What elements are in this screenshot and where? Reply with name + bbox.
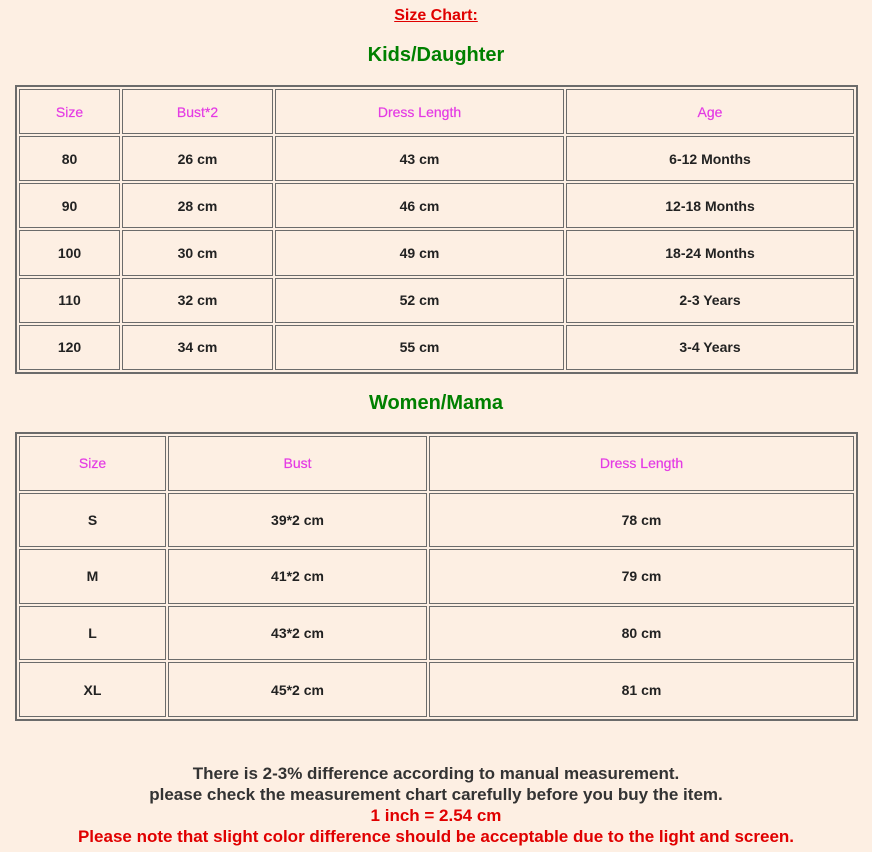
kids-section-title: Kids/Daughter: [367, 44, 505, 66]
cell-size: 80: [19, 136, 120, 181]
cell-bust: 30 cm: [122, 230, 273, 275]
cell-age: 3-4 Years: [566, 325, 854, 370]
cell-size: 100: [19, 230, 120, 275]
cell-age: 18-24 Months: [566, 230, 854, 275]
kids-size-table: [15, 85, 858, 374]
cell-bust: 34 cm: [122, 325, 273, 370]
cell-age: 6-12 Months: [566, 136, 854, 181]
table-header-row: [19, 89, 854, 134]
cell-bust: 39*2 cm: [168, 493, 427, 548]
table-row: [19, 278, 854, 323]
notes-block: [0, 763, 872, 847]
table-row: [19, 183, 854, 228]
cell-bust: 43*2 cm: [168, 606, 427, 661]
cell-dress-length: 46 cm: [275, 183, 564, 228]
cell-dress-length: 55 cm: [275, 325, 564, 370]
cell-size: 120: [19, 325, 120, 370]
women-section-title: Women/Mama: [368, 392, 504, 414]
table-row: [19, 606, 854, 661]
header-dress-length: Dress Length: [275, 89, 564, 134]
cell-dress-length: 80 cm: [429, 606, 854, 661]
table-row: [19, 325, 854, 370]
table-header-row: [19, 436, 854, 491]
size-chart-title: Size Chart:: [394, 7, 478, 24]
note-color-difference: Please note that slight color difference should be acceptable due to the light and screen.: [77, 827, 795, 846]
cell-dress-length: 81 cm: [429, 662, 854, 717]
cell-size: S: [19, 493, 166, 548]
cell-size: M: [19, 549, 166, 604]
cell-size: 110: [19, 278, 120, 323]
cell-size: XL: [19, 662, 166, 717]
cell-age: 12-18 Months: [566, 183, 854, 228]
note-measurement-difference: There is 2-3% difference according to manual measurement.: [192, 764, 680, 783]
cell-dress-length: 49 cm: [275, 230, 564, 275]
header-age: Age: [566, 89, 854, 134]
cell-dress-length: 43 cm: [275, 136, 564, 181]
cell-size: L: [19, 606, 166, 661]
header-size: Size: [19, 89, 120, 134]
cell-dress-length: 52 cm: [275, 278, 564, 323]
cell-bust: 32 cm: [122, 278, 273, 323]
header-bust: Bust: [168, 436, 427, 491]
cell-dress-length: 78 cm: [429, 493, 854, 548]
cell-bust: 28 cm: [122, 183, 273, 228]
cell-bust: 45*2 cm: [168, 662, 427, 717]
table-row: [19, 136, 854, 181]
table-row: [19, 230, 854, 275]
cell-bust: 26 cm: [122, 136, 273, 181]
cell-size: 90: [19, 183, 120, 228]
note-inch-conversion: 1 inch = 2.54 cm: [370, 806, 502, 825]
header-dress-length: Dress Length: [429, 436, 854, 491]
table-row: [19, 493, 854, 548]
women-size-table: [15, 432, 858, 721]
header-size: Size: [19, 436, 166, 491]
table-row: [19, 662, 854, 717]
cell-bust: 41*2 cm: [168, 549, 427, 604]
cell-dress-length: 79 cm: [429, 549, 854, 604]
cell-age: 2-3 Years: [566, 278, 854, 323]
note-check-chart: please check the measurement chart carefully before you buy the item.: [149, 785, 723, 804]
header-bust: Bust*2: [122, 89, 273, 134]
table-row: [19, 549, 854, 604]
